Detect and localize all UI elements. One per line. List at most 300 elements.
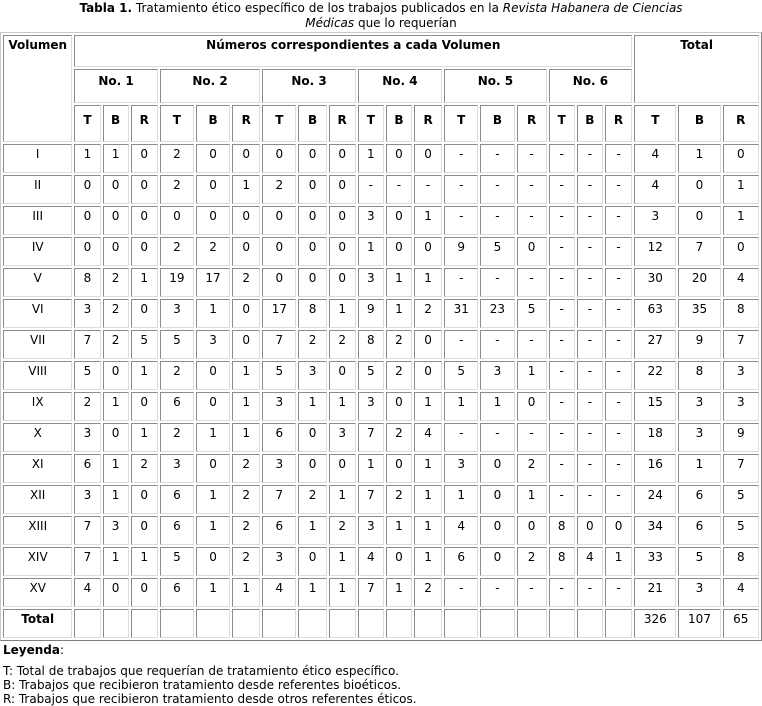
value-cell: 1 <box>196 423 230 452</box>
issue-header-5: No. 5 <box>444 69 547 103</box>
header-row-1 <box>3 35 759 67</box>
value-cell: 2 <box>517 454 547 483</box>
value-cell: 6 <box>74 454 100 483</box>
value-cell: 1 <box>103 485 129 514</box>
value-cell: 0 <box>131 299 158 328</box>
value-cell: - <box>577 330 603 359</box>
value-cell: 0 <box>103 361 129 390</box>
value-cell: 0 <box>414 237 442 266</box>
value-cell: 1 <box>329 578 356 607</box>
value-cell: - <box>549 268 575 297</box>
value-cell: 1 <box>196 485 230 514</box>
value-cell: 0 <box>414 144 442 173</box>
volume-cell: I <box>3 144 72 173</box>
value-cell: 1 <box>358 454 384 483</box>
volume-cell: XIV <box>3 547 72 576</box>
value-cell: 0 <box>298 237 326 266</box>
table-row <box>3 299 759 328</box>
value-cell: 1 <box>414 206 442 235</box>
value-cell: - <box>605 578 632 607</box>
value-cell: 2 <box>232 454 260 483</box>
value-cell <box>605 609 632 638</box>
value-cell: 1 <box>329 485 356 514</box>
value-cell: 7 <box>358 485 384 514</box>
value-cell: 2 <box>262 175 296 204</box>
issue-6-subheader-b: B <box>577 105 603 142</box>
value-cell: 2 <box>298 330 326 359</box>
value-cell: - <box>605 392 632 421</box>
value-cell: - <box>577 237 603 266</box>
table-row <box>3 516 759 545</box>
value-cell: 1 <box>329 299 356 328</box>
total-cell-t: 27 <box>634 330 676 359</box>
numbers-header: Números correspondientes a cada Volumen <box>74 35 632 67</box>
value-cell: - <box>517 144 547 173</box>
value-cell: 2 <box>103 330 129 359</box>
value-cell: 0 <box>386 454 412 483</box>
volume-cell: VIII <box>3 361 72 390</box>
value-cell: 1 <box>196 299 230 328</box>
value-cell: 0 <box>232 237 260 266</box>
value-cell: 0 <box>131 578 158 607</box>
caption-text-before: Tratamiento ético específico de los trabajos publicados en la <box>132 1 503 15</box>
value-cell: 0 <box>329 268 356 297</box>
table-row <box>3 361 759 390</box>
value-cell <box>160 609 194 638</box>
value-cell: 1 <box>232 175 260 204</box>
value-cell: - <box>549 206 575 235</box>
value-cell: 0 <box>386 144 412 173</box>
value-cell: 4 <box>444 516 478 545</box>
value-cell: 2 <box>103 299 129 328</box>
value-cell: 0 <box>196 454 230 483</box>
value-cell: 2 <box>517 547 547 576</box>
legend-title-text: Leyenda <box>3 643 60 657</box>
value-cell: 5 <box>262 361 296 390</box>
issue-2-subheader-t: T <box>160 105 194 142</box>
value-cell: 1 <box>444 392 478 421</box>
value-cell <box>131 609 158 638</box>
value-cell: 6 <box>160 485 194 514</box>
value-cell: - <box>549 299 575 328</box>
issue-4-subheader-r: R <box>414 105 442 142</box>
value-cell: 5 <box>160 330 194 359</box>
table-row <box>3 237 759 266</box>
value-cell: - <box>517 175 547 204</box>
value-cell: 1 <box>103 392 129 421</box>
total-cell-t: 24 <box>634 485 676 514</box>
value-cell: - <box>386 175 412 204</box>
volume-cell: XIII <box>3 516 72 545</box>
total-cell-b: 6 <box>678 516 720 545</box>
value-cell: 1 <box>329 547 356 576</box>
value-cell: 2 <box>386 361 412 390</box>
value-cell: 0 <box>232 206 260 235</box>
value-cell: 1 <box>232 578 260 607</box>
value-cell: 0 <box>103 578 129 607</box>
value-cell: 5 <box>131 330 158 359</box>
ethics-treatment-table <box>0 32 762 641</box>
value-cell: 7 <box>262 330 296 359</box>
value-cell: - <box>549 578 575 607</box>
value-cell: 0 <box>131 175 158 204</box>
value-cell: - <box>605 361 632 390</box>
value-cell: 0 <box>414 330 442 359</box>
value-cell: 4 <box>414 423 442 452</box>
value-cell: 0 <box>517 516 547 545</box>
value-cell: 1 <box>232 392 260 421</box>
value-cell: 0 <box>386 547 412 576</box>
table-row <box>3 454 759 483</box>
value-cell: - <box>480 268 514 297</box>
value-cell: 4 <box>358 547 384 576</box>
table-body <box>3 144 759 638</box>
value-cell: 7 <box>358 578 384 607</box>
total-subheader-b: B <box>678 105 720 142</box>
value-cell: 3 <box>358 392 384 421</box>
value-cell: 9 <box>444 237 478 266</box>
total-cell-r: 0 <box>723 144 759 173</box>
value-cell: - <box>444 144 478 173</box>
value-cell: - <box>605 237 632 266</box>
legend-item-b: B: Trabajos que recibieron tratamiento desde referentes bioéticos. <box>3 678 402 692</box>
value-cell <box>577 609 603 638</box>
value-cell: 1 <box>131 268 158 297</box>
total-cell-t: 16 <box>634 454 676 483</box>
value-cell: 0 <box>298 454 326 483</box>
value-cell: 0 <box>262 206 296 235</box>
legend-title-colon: : <box>59 643 65 657</box>
value-cell: - <box>605 206 632 235</box>
value-cell: 31 <box>444 299 478 328</box>
issue-2-subheader-r: R <box>232 105 260 142</box>
value-cell: 0 <box>131 485 158 514</box>
value-cell: - <box>414 175 442 204</box>
total-cell-r: 5 <box>723 485 759 514</box>
value-cell: - <box>605 454 632 483</box>
value-cell <box>386 609 412 638</box>
value-cell: 3 <box>262 392 296 421</box>
value-cell: 2 <box>298 485 326 514</box>
value-cell: 5 <box>480 237 514 266</box>
value-cell: 17 <box>262 299 296 328</box>
total-cell-b: 1 <box>678 454 720 483</box>
value-cell: - <box>480 144 514 173</box>
value-cell: 3 <box>196 330 230 359</box>
value-cell: 0 <box>103 175 129 204</box>
value-cell: 0 <box>131 237 158 266</box>
volume-header: Volumen <box>3 35 72 142</box>
value-cell <box>196 609 230 638</box>
value-cell: 3 <box>74 423 100 452</box>
value-cell: 8 <box>298 299 326 328</box>
value-cell: 1 <box>103 144 129 173</box>
value-cell: 7 <box>262 485 296 514</box>
value-cell: 3 <box>160 454 194 483</box>
total-cell-r: 8 <box>723 547 759 576</box>
value-cell: - <box>517 206 547 235</box>
value-cell: 1 <box>386 516 412 545</box>
value-cell: 2 <box>160 423 194 452</box>
total-cell-b: 0 <box>678 175 720 204</box>
value-cell: 0 <box>196 547 230 576</box>
value-cell: 0 <box>262 237 296 266</box>
table-row <box>3 268 759 297</box>
value-cell: 0 <box>196 144 230 173</box>
value-cell <box>414 609 442 638</box>
value-cell: 2 <box>103 268 129 297</box>
value-cell: - <box>577 299 603 328</box>
total-cell-t: 15 <box>634 392 676 421</box>
value-cell <box>329 609 356 638</box>
value-cell: 3 <box>298 361 326 390</box>
value-cell: 7 <box>74 516 100 545</box>
issue-5-subheader-b: B <box>480 105 514 142</box>
total-cell-b: 35 <box>678 299 720 328</box>
value-cell: 0 <box>262 268 296 297</box>
value-cell: 0 <box>131 516 158 545</box>
value-cell: 0 <box>480 547 514 576</box>
value-cell: - <box>444 330 478 359</box>
value-cell: 0 <box>103 237 129 266</box>
issue-2-subheader-b: B <box>196 105 230 142</box>
total-cell-b: 1 <box>678 144 720 173</box>
total-row-label: Total <box>3 609 72 638</box>
value-cell: 0 <box>329 144 356 173</box>
value-cell <box>232 609 260 638</box>
total-cell-t: 22 <box>634 361 676 390</box>
total-cell-t: 63 <box>634 299 676 328</box>
value-cell: 3 <box>103 516 129 545</box>
value-cell: 1 <box>480 392 514 421</box>
issue-5-subheader-t: T <box>444 105 478 142</box>
value-cell: 0 <box>196 361 230 390</box>
value-cell: 2 <box>386 423 412 452</box>
total-cell-b: 3 <box>678 423 720 452</box>
volume-cell: IV <box>3 237 72 266</box>
value-cell: - <box>480 175 514 204</box>
value-cell: - <box>605 423 632 452</box>
total-row <box>3 609 759 638</box>
issue-6-subheader-r: R <box>605 105 632 142</box>
total-cell-t: 4 <box>634 175 676 204</box>
issue-5-subheader-r: R <box>517 105 547 142</box>
value-cell: 1 <box>103 454 129 483</box>
total-cell-t: 30 <box>634 268 676 297</box>
value-cell: 0 <box>329 237 356 266</box>
value-cell <box>74 609 100 638</box>
value-cell: 0 <box>386 237 412 266</box>
total-cell-r: 1 <box>723 175 759 204</box>
value-cell: - <box>358 175 384 204</box>
value-cell: 6 <box>262 423 296 452</box>
issue-3-subheader-r: R <box>329 105 356 142</box>
value-cell: 1 <box>386 578 412 607</box>
value-cell: 1 <box>103 547 129 576</box>
value-cell: 1 <box>358 144 384 173</box>
value-cell: 2 <box>329 516 356 545</box>
value-cell: - <box>549 237 575 266</box>
value-cell <box>262 609 296 638</box>
value-cell: 3 <box>358 206 384 235</box>
value-cell: - <box>444 423 478 452</box>
value-cell: 1 <box>414 454 442 483</box>
value-cell: 1 <box>444 485 478 514</box>
total-cell-t: 21 <box>634 578 676 607</box>
value-cell: 0 <box>605 516 632 545</box>
value-cell: - <box>444 268 478 297</box>
total-cell-r: 8 <box>723 299 759 328</box>
value-cell: 0 <box>232 330 260 359</box>
value-cell: - <box>605 485 632 514</box>
value-cell: 0 <box>480 516 514 545</box>
value-cell: 0 <box>131 206 158 235</box>
value-cell: 2 <box>386 330 412 359</box>
value-cell: 2 <box>386 485 412 514</box>
value-cell: 6 <box>160 516 194 545</box>
value-cell: 5 <box>444 361 478 390</box>
value-cell: 3 <box>262 454 296 483</box>
value-cell <box>103 609 129 638</box>
table-row <box>3 578 759 607</box>
value-cell: 1 <box>414 392 442 421</box>
value-cell: 6 <box>160 392 194 421</box>
value-cell: 3 <box>358 516 384 545</box>
value-cell: 1 <box>232 361 260 390</box>
value-cell: 1 <box>605 547 632 576</box>
issue-header-3: No. 3 <box>262 69 355 103</box>
total-subheader-t: T <box>634 105 676 142</box>
value-cell: 2 <box>232 268 260 297</box>
value-cell: 5 <box>160 547 194 576</box>
value-cell: 8 <box>74 268 100 297</box>
value-cell: 0 <box>74 206 100 235</box>
table-row <box>3 330 759 359</box>
value-cell: 2 <box>131 454 158 483</box>
value-cell: 1 <box>414 485 442 514</box>
total-cell-r: 7 <box>723 330 759 359</box>
value-cell: 2 <box>232 547 260 576</box>
value-cell: - <box>444 578 478 607</box>
caption-text-after: que lo requerían <box>354 16 457 30</box>
header-row-subcolumns <box>3 105 759 142</box>
volume-cell: X <box>3 423 72 452</box>
issue-1-subheader-r: R <box>131 105 158 142</box>
table-row <box>3 423 759 452</box>
value-cell: 2 <box>160 144 194 173</box>
value-cell: 0 <box>196 175 230 204</box>
value-cell: 0 <box>232 299 260 328</box>
total-cell-t: 4 <box>634 144 676 173</box>
legend <box>3 643 762 706</box>
total-cell-r: 4 <box>723 578 759 607</box>
value-cell <box>444 609 478 638</box>
volume-cell: XI <box>3 454 72 483</box>
value-cell: 0 <box>298 547 326 576</box>
total-subheader-r: R <box>723 105 759 142</box>
value-cell: - <box>605 144 632 173</box>
legend-item-t: T: Total de trabajos que requerían de tratamiento ético específico. <box>3 664 399 678</box>
volume-cell: VI <box>3 299 72 328</box>
value-cell: 3 <box>480 361 514 390</box>
total-cell-b: 107 <box>678 609 720 638</box>
value-cell: 0 <box>131 392 158 421</box>
total-cell-t: 326 <box>634 609 676 638</box>
total-cell-r: 4 <box>723 268 759 297</box>
value-cell: 2 <box>74 392 100 421</box>
total-cell-r: 5 <box>723 516 759 545</box>
value-cell: 2 <box>232 485 260 514</box>
value-cell: - <box>517 578 547 607</box>
value-cell: 2 <box>160 237 194 266</box>
value-cell: 3 <box>74 299 100 328</box>
value-cell: 0 <box>329 175 356 204</box>
value-cell: 6 <box>444 547 478 576</box>
value-cell: 0 <box>386 392 412 421</box>
issue-4-subheader-b: B <box>386 105 412 142</box>
value-cell: - <box>517 330 547 359</box>
table-caption <box>0 1 762 31</box>
value-cell: 3 <box>74 485 100 514</box>
total-cell-r: 3 <box>723 361 759 390</box>
value-cell: - <box>577 144 603 173</box>
total-cell-b: 6 <box>678 485 720 514</box>
value-cell: 4 <box>74 578 100 607</box>
value-cell: 6 <box>160 578 194 607</box>
value-cell: 1 <box>517 485 547 514</box>
value-cell: - <box>444 206 478 235</box>
value-cell: 0 <box>298 206 326 235</box>
value-cell: - <box>549 330 575 359</box>
value-cell: - <box>577 454 603 483</box>
value-cell: 1 <box>414 516 442 545</box>
value-cell: 7 <box>358 423 384 452</box>
value-cell: 7 <box>74 547 100 576</box>
value-cell: 3 <box>358 268 384 297</box>
value-cell: 9 <box>358 299 384 328</box>
value-cell: 0 <box>262 144 296 173</box>
value-cell: 0 <box>298 423 326 452</box>
value-cell: 2 <box>329 330 356 359</box>
value-cell: - <box>480 423 514 452</box>
value-cell: 0 <box>480 454 514 483</box>
value-cell: 4 <box>577 547 603 576</box>
total-header: Total <box>634 35 759 103</box>
value-cell: 1 <box>131 361 158 390</box>
value-cell: 2 <box>414 578 442 607</box>
issue-header-2: No. 2 <box>160 69 260 103</box>
value-cell: - <box>605 299 632 328</box>
total-cell-b: 9 <box>678 330 720 359</box>
issue-4-subheader-t: T <box>358 105 384 142</box>
value-cell: - <box>549 423 575 452</box>
value-cell: 0 <box>517 392 547 421</box>
value-cell: 1 <box>298 516 326 545</box>
total-cell-r: 0 <box>723 237 759 266</box>
value-cell: 1 <box>386 299 412 328</box>
value-cell: 1 <box>232 423 260 452</box>
value-cell: 1 <box>196 516 230 545</box>
volume-cell: IX <box>3 392 72 421</box>
table-row <box>3 175 759 204</box>
total-cell-r: 7 <box>723 454 759 483</box>
value-cell: 1 <box>74 144 100 173</box>
value-cell: 3 <box>160 299 194 328</box>
value-cell: 0 <box>103 423 129 452</box>
value-cell: 1 <box>329 392 356 421</box>
value-cell: 0 <box>298 175 326 204</box>
value-cell: 2 <box>414 299 442 328</box>
